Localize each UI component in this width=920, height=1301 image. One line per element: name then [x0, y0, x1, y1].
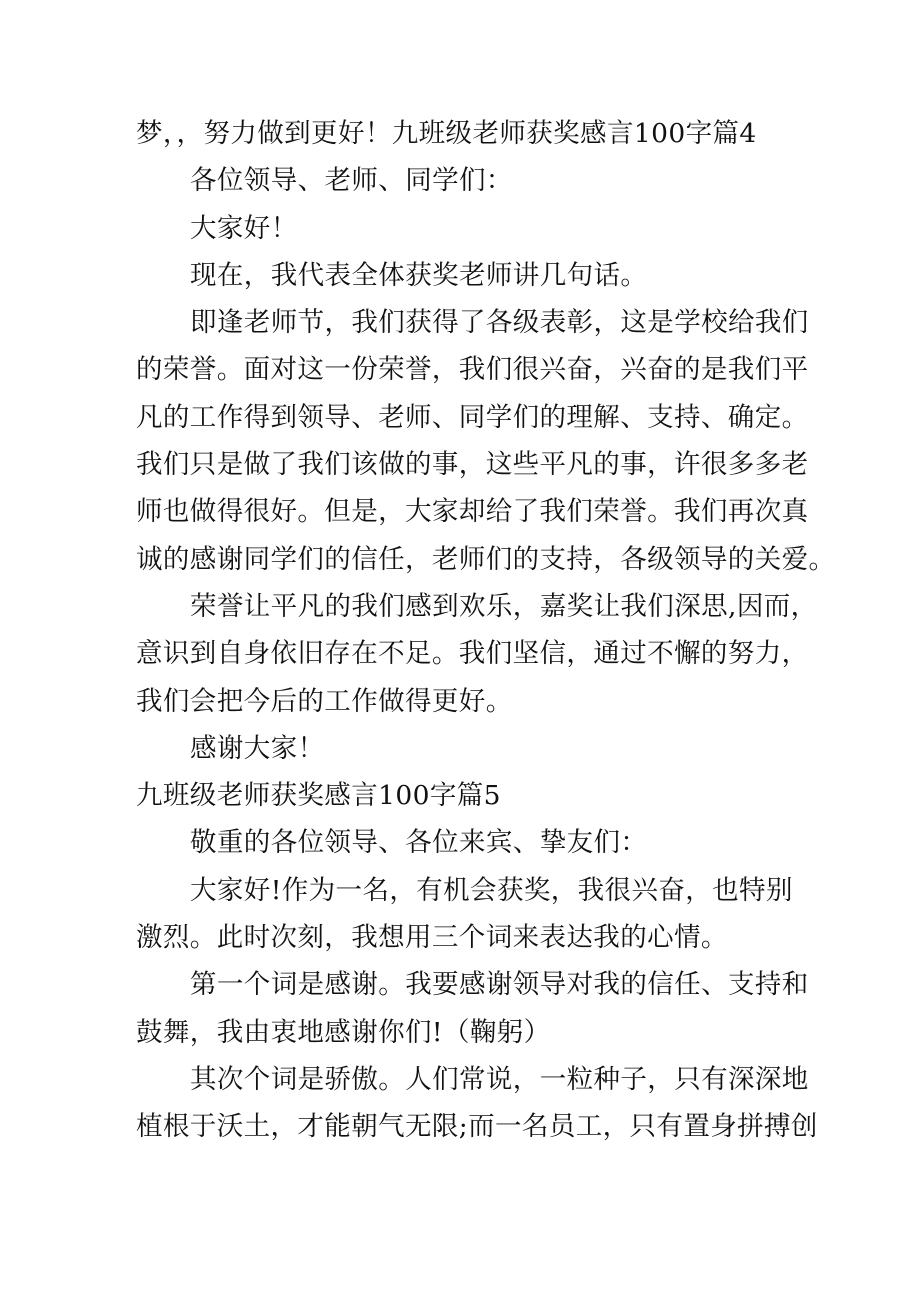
text-line: 凡的工作得到领导、老师、同学们的理解、支持、确定。 — [136, 401, 809, 433]
text-line: 大家好！ — [190, 212, 298, 244]
text-line: 激烈。此时次刻，我想用三个词来表达我的心情。 — [136, 922, 728, 954]
text-line: 其次个词是骄傲。人们常说，一粒种子，只有深深地 — [190, 1063, 809, 1095]
text-line: 第一个词是感谢。我要感谢领导对我的信任、支持和 — [190, 969, 809, 1001]
text-line: 各位领导、老师、同学们： — [190, 165, 513, 197]
text-line: 敬重的各位领导、各位来宾、挚友们： — [190, 827, 648, 859]
text-line: 大家好!作为一名，有机会获奖，我很兴奋，也特别 — [190, 874, 793, 906]
text-line: 鼓舞，我由衷地感谢你们!（鞠躬） — [136, 1016, 551, 1048]
text-line: 植根于沃土，才能朝气无限;而一名员工，只有置身拼搏创 — [136, 1111, 818, 1143]
text-line: 诚的感谢同学们的信任，老师们的支持，各级领导的关爱。 — [136, 543, 836, 575]
text-line: 荣誉让平凡的我们感到欢乐，嘉奖让我们深思,因而， — [190, 590, 818, 622]
section-heading: 九班级老师获奖感言100字篇5 — [136, 780, 501, 812]
text-line: 感谢大家！ — [190, 732, 325, 764]
text-line: 我们会把今后的工作做得更好。 — [136, 685, 513, 717]
text-line: 梦，，努力做到更好！九班级老师获奖感言100字篇4 — [136, 118, 757, 149]
text-line: 我们只是做了我们该做的事，这些平凡的事，许很多多老 — [136, 449, 809, 481]
text-line: 的荣誉。面对这一份荣誉，我们很兴奋，兴奋的是我们平 — [136, 354, 809, 386]
text-line: 师也做得很好。但是，大家却给了我们荣誉。我们再次真 — [136, 496, 809, 528]
text-line: 即逢老师节，我们获得了各级表彰，这是学校给我们 — [190, 307, 809, 339]
text-line: 现在，我代表全体获奖老师讲几句话。 — [190, 259, 648, 291]
document-body — [136, 110, 836, 1151]
text-line: 意识到自身依旧存在不足。我们坚信，通过不懈的努力， — [136, 638, 809, 670]
